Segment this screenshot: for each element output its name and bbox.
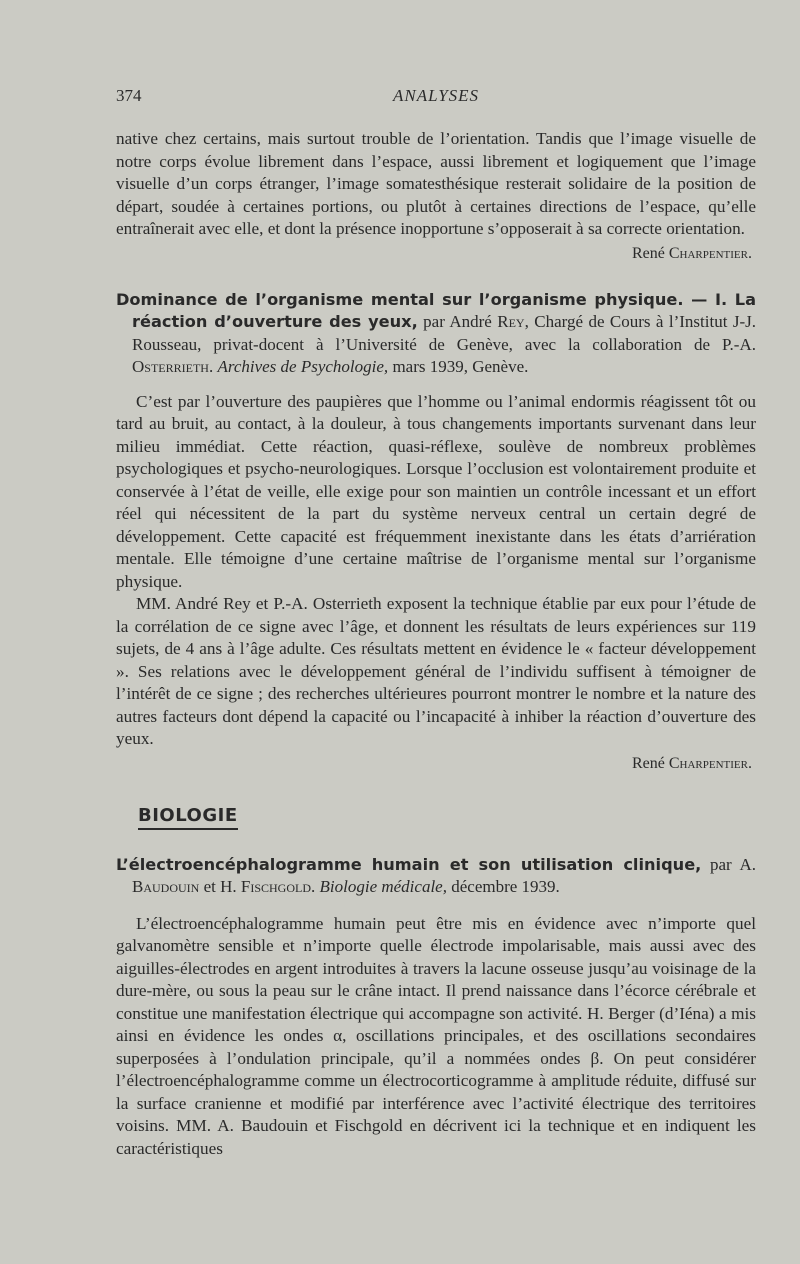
- article3-author2: Fischgold: [240, 877, 312, 896]
- article2-author1: Rey: [497, 312, 525, 331]
- article1-signature: [116, 243, 756, 265]
- article3-date: décembre 1939.: [446, 877, 560, 896]
- signature-last-name: Charpentier.: [668, 754, 752, 772]
- article2-affiliation: , Chargé de Cours à l’Institut J-J. Rousseau, privat-docent à l’Université de Genève, avec la collaboration de P.-A.: [132, 312, 756, 354]
- article3-author1: Baudouin: [132, 877, 200, 896]
- article2-signature: [116, 753, 756, 775]
- article2-by: par André: [417, 312, 498, 331]
- article3-sep: .: [311, 877, 320, 896]
- article2-paragraph2: MM. André Rey et P.-A. Osterrieth exposent la technique établie par eux pour l’étude de la corrélation de ce signe avec l’âge, et donnent les résultats de leurs expériences sur 119 sujets, de 4 ans à l’âge adulte. Ces résultats mettent en évidence le « facteur développement ». Ses relations avec le développement général de l’individu suffisent à témoigner de l’intérêt de ce signe ; des recherches ultérieures pourront montrer le nombre et la nature des autres facteurs dont dépend la capacité ou l’incapacité à inhiber la réaction d’ouverture des yeux.: [116, 594, 756, 748]
- article3-by: par A.: [701, 854, 756, 874]
- page-number: 374: [116, 86, 142, 105]
- signature-first-name: René: [632, 754, 665, 772]
- article3-header: [116, 854, 756, 899]
- page-body: [116, 128, 756, 1160]
- article2-header: [116, 289, 756, 379]
- signature-last-name: Charpentier.: [668, 244, 752, 262]
- article3-paragraph1: L’électroencéphalogramme humain peut être mis en évidence avec n’importe quel galvanomètre sensible et n’importe quelle électrode impolarisable, mais aussi avec des aiguilles-électrodes en argent introduites à travers la lacune osseuse jusqu’au voisinage de la dure-mère, ou sous la peau sur le crâne intact. Il prend naissance dans l’écorce cérébrale et constitue une manifestation électrique qui accompagne son activité. H. Berger (d’Iéna) a mis ainsi en évidence les ondes α, oscillations principales, et des oscillations secondaires superposées à l’ondulation principale, qu’il a nommées ondes β. On peut considérer l’électroencéphalogramme comme un électrocorticogramme à amplitude réduite, diffusé sur la surface cranienne et modifié par interférence avec l’activité électrique des territoires voisins. MM. A. Baudouin et Fischgold en décrivent ici la technique et en indiquent les caractéristiques: [116, 913, 756, 1158]
- section-heading: BIOLOGIE: [138, 805, 238, 830]
- article2-paragraph1: C’est par l’ouverture des paupières que l’homme ou l’animal endormis réagissent tôt ou tard au bruit, au contact, à la douleur, à tous changements importants survenant dans leur milieu immédiat. Cette réaction, quasi-réflexe, soulève de nombreux problèmes psychologiques et psycho-neurologiques. Lorsque l’occlusion est volontairement produite et conservée à l’état de veille, elle exige pour son maintien un contrôle incessant et un effort réel qui nécessitent de la part du système nerveux central un certain degré de développement. Cette capacité est fréquemment inexistante dans les états d’arriération mentale. Elle témoigne d’une certaine maîtrise de l’organisme mental sur l’organisme physique.: [116, 391, 756, 591]
- signature-first-name: René: [632, 244, 665, 262]
- article2-journal: Archives de Psychologie,: [217, 357, 389, 376]
- article2-sep: .: [208, 357, 218, 376]
- article3-journal: Biologie médicale,: [319, 877, 447, 896]
- article3-and: et H.: [199, 877, 241, 896]
- section-heading-wrap: [138, 805, 756, 830]
- article3-title: L’électroencéphalogramme humain et son utilisation clinique,: [116, 854, 702, 874]
- article1-tail-text: native chez certains, mais surtout trouble de l’orientation. Tandis que l’image visuelle de notre corps évolue librement dans l’espace, aussi librement et logiquement que l’image visuelle d’un corps étranger, l’image somatesthésique resterait solidaire de la position de départ, soudée à certaines portions, ou plutôt à certaines directions de l’espace, qu’elle entraînerait avec elle, et dont la présence inopportune s’opposerait à sa correcte orientation.: [116, 129, 756, 238]
- article2-title: Dominance de l’organisme mental sur l’organisme physique. — I. La réaction d’ouverture des yeux,: [116, 289, 756, 331]
- running-head: ANALYSES: [392, 86, 480, 105]
- article2-author2: Osterrieth: [132, 357, 209, 376]
- article2-date: mars 1939, Genève.: [388, 357, 529, 376]
- page-header: [116, 86, 756, 110]
